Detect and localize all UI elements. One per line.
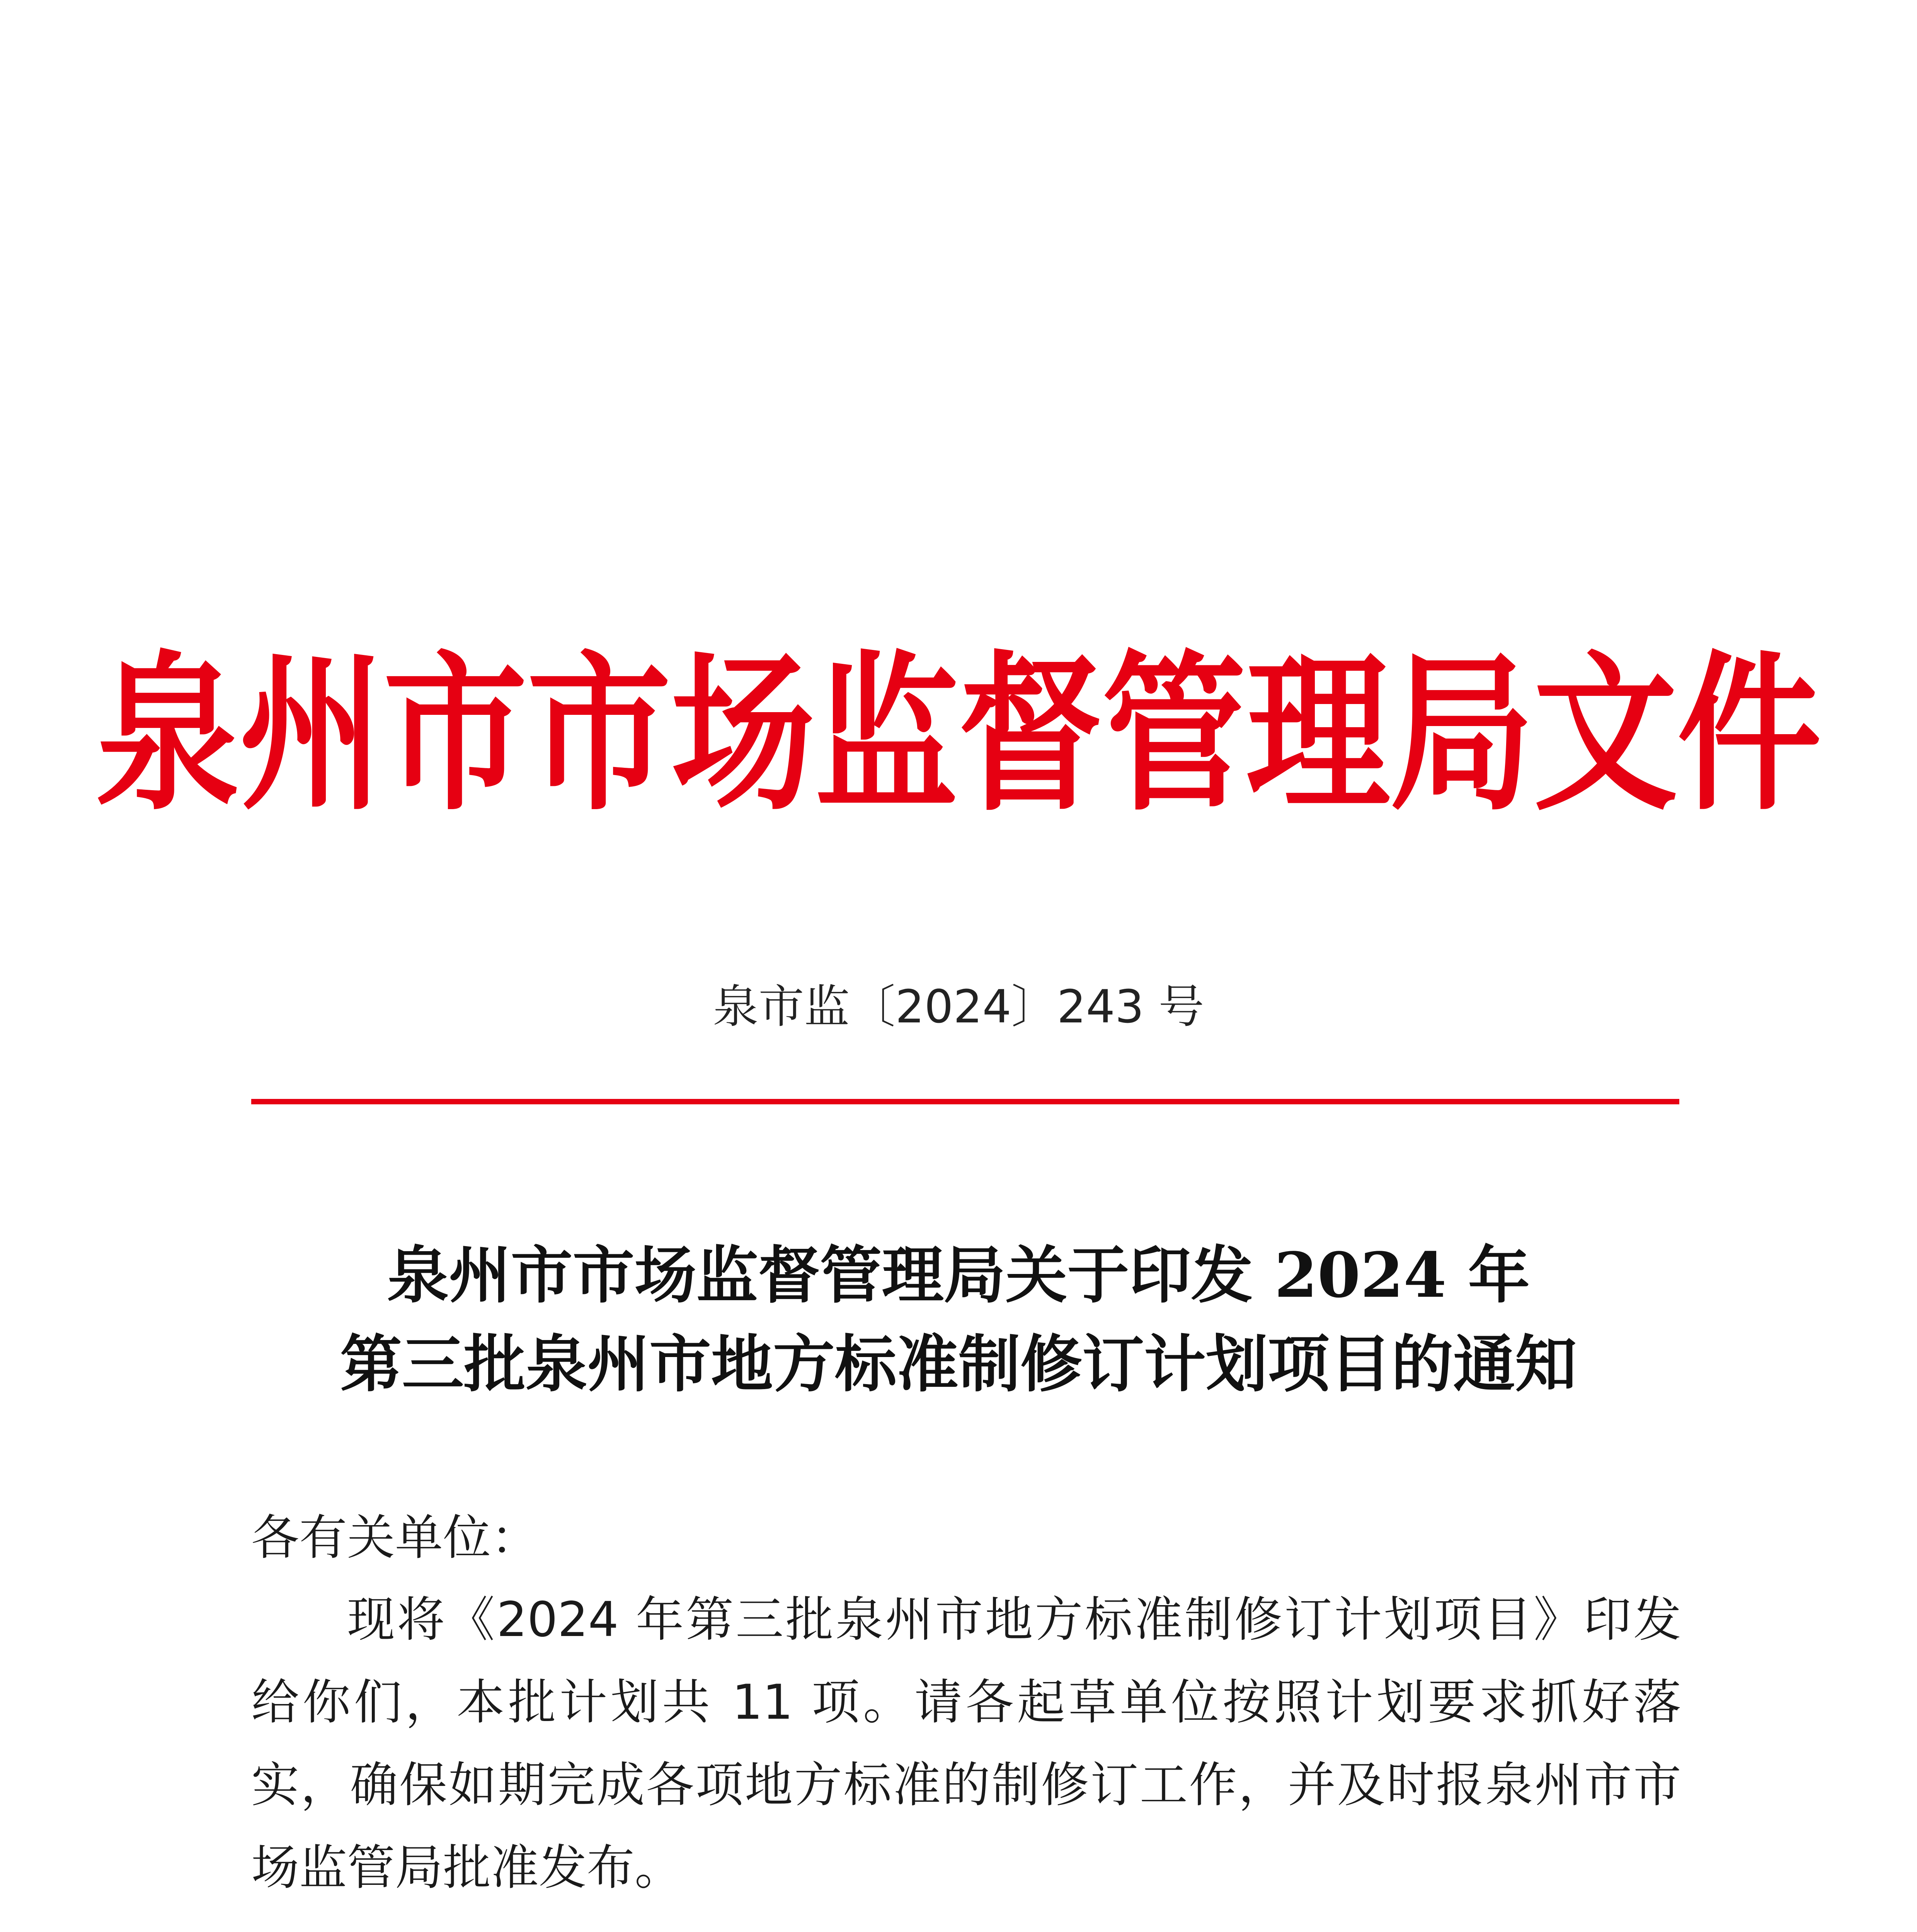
notice-title-line-2: 第三批泉州市地方标准制修订计划项目的通知 xyxy=(340,1328,1577,1400)
document-number: 泉市监〔2024〕243 号 xyxy=(713,980,1204,1033)
salutation: 各有关单位： xyxy=(251,1510,539,1566)
red-divider-line xyxy=(251,1099,1679,1104)
body-paragraph: 现将《2024 年第三批泉州市地方标准制修订计划项目》印发给你们，本批计划共 11 项。请各起草单位按照计划要求抓好落实，确保如期完成各项地方标准的制修订工作，并及时报泉州市市场监管局批准发布。 xyxy=(251,1592,1681,1896)
masthead-title: 泉州市市场监督管理局文件 xyxy=(96,634,1821,833)
notice-title-line-1: 泉州市市场监督管理局关于印发 2024 年 xyxy=(387,1239,1530,1311)
